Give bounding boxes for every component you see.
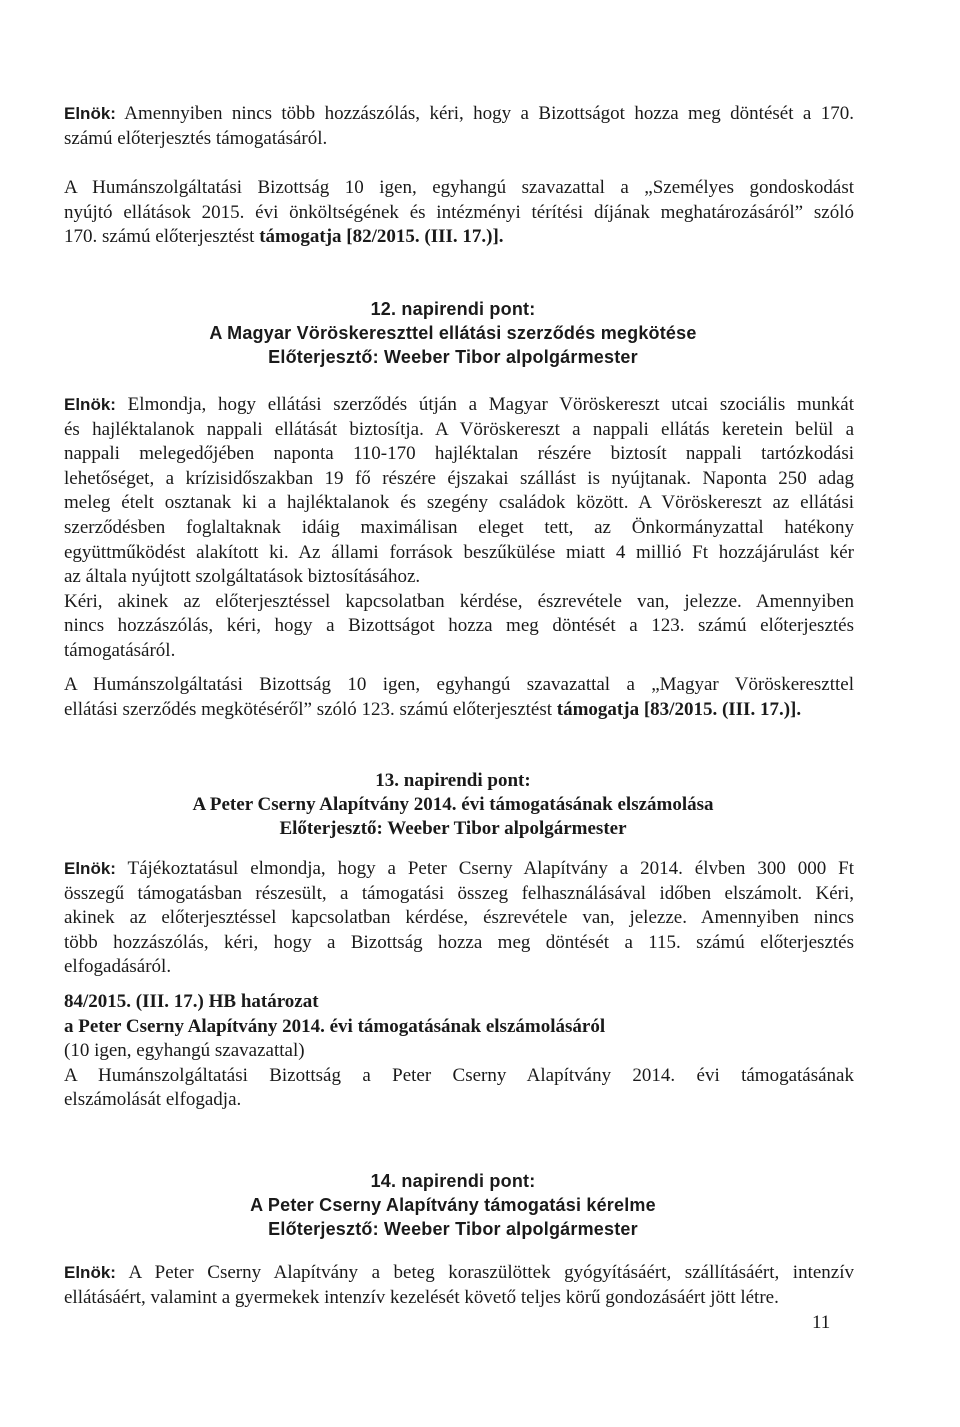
resolution-vote: (10 igen, egyhangú szavazattal) xyxy=(64,1040,305,1062)
speaker-label: Elnök: xyxy=(64,395,116,414)
page-number: 11 xyxy=(812,1312,831,1333)
agenda-number: 13. napirendi pont: xyxy=(375,770,531,791)
resolution-number: 84/2015. (III. 17.) HB határozat xyxy=(64,991,319,1012)
agenda-presenter: Előterjesztő: Weeber Tibor alpolgármester xyxy=(268,347,638,367)
agenda-title: A Peter Cserny Alapítvány támogatási kérelme xyxy=(250,1195,656,1215)
agenda-number: 12. napirendi pont: xyxy=(370,299,536,319)
speaker-label: Elnök: xyxy=(64,1263,116,1282)
agenda-item-13-heading xyxy=(0,769,906,841)
speaker-label: Elnök: xyxy=(64,104,116,123)
paragraph-decision-82: A Humánszolgáltatási Bizottság 10 igen, egyhangú szavazattal a „Személyes gondoskodást nyújtó ellátások 2015. évi önköltségének és intézményi térítési díjának meghatározásáról” szóló 170. számú előterjesztést támogatja [82/2015. (III. 17.)]. xyxy=(64,177,854,248)
agenda-title: A Magyar Vöröskereszttel ellátási szerződés megkötése xyxy=(209,323,697,343)
resolution-84: 84/2015. (III. 17.) HB határozat a Peter Cserny Alapítvány 2014. évi támogatásának elszámolásáról (10 igen, egyhangú szavazattal) A Humánszolgáltatási Bizottság a Peter Cserny Alapítvány 2014. évi támogatásának elszámolását elfogadja. xyxy=(64,991,854,1111)
speaker-label: Elnök: xyxy=(64,859,116,878)
agenda-title: A Peter Cserny Alapítvány 2014. évi támogatásának elszámolása xyxy=(192,794,714,815)
paragraph-chair-red-cross: Elnök: Elmondja, hogy ellátási szerződés útján a Magyar Vöröskereszt utcai szociális munkát és hajléktalanok nappali ellátását biztosítja. A Vöröskereszt a nappali ellátás keretein belül a nappali melegedőjében naponta 110-170 hajléktalan részére biztosít nappali tartózkodási lehetőséget, a krízisidőszakban 19 fő részére éjszakai szállást is nyújtanak. Naponta 250 adag meleg ételt osztanak ki a hajléktalanok és szegény családok között. A Vöröskereszt az ellátási szerződésben foglaltaknak idáig maximálisan eleget tett, az Önkormányzattal hatékony együttműködést alakított ki. Az állami források beszűkülése miatt 4 millió Ft hozzájárulást kér az általa nyújtott szolgáltatások biztosításához. Kéri, akinek az előterjesztéssel kapcsolatban kérdése, észrevétele van, jelezze. Amennyiben nincs hozzászólás, kéri, hogy a Bizottságot hozza meg döntését a 123. számú előterjesztés támogatásáról. xyxy=(64,394,854,661)
agenda-item-12-heading xyxy=(0,297,906,369)
paragraph-chair-foundation-request: Elnök: A Peter Cserny Alapítvány a beteg koraszülöttek gyógyításáért, szállításáért, intenzív ellátásáért, valamint a gyermekek intenzív kezelését követő teljes körű gondozásáért jött létre. xyxy=(64,1262,854,1308)
paragraph-chair-intro: Elnök: Amennyiben nincs több hozzászólás, kéri, hogy a Bizottságot hozza meg döntését a 170. számú előterjesztés támogatásáról. xyxy=(64,103,854,149)
agenda-presenter: Előterjesztő: Weeber Tibor alpolgármester xyxy=(279,818,627,839)
paragraph-chair-foundation-report: Elnök: Tájékoztatásul elmondja, hogy a Peter Cserny Alapítvány a 2014. élvben 300 000 Ft összegű támogatásban részesült, a támogatási összeg felhasználásával időben elszámolt. Kéri, akinek az előterjesztéssel kapcsolatban kérdése, észrevétele van, jelezze. Amennyiben nincs több hozzászólás, kéri, hogy a Bizottság hozza meg döntését a 115. számú előterjesztés elfogadásáról. xyxy=(64,858,854,978)
agenda-number: 14. napirendi pont: xyxy=(370,1171,536,1191)
resolution-title: a Peter Cserny Alapítvány 2014. évi támogatásának elszámolásáról xyxy=(64,1015,606,1037)
agenda-presenter: Előterjesztő: Weeber Tibor alpolgármester xyxy=(268,1219,638,1239)
paragraph-decision-83: A Humánszolgáltatási Bizottság 10 igen, egyhangú szavazattal a „Magyar Vöröskereszttel ellátási szerződés megkötéséről” szóló 123. számú előterjesztést támogatja [83/2015. (III. 17.)]. xyxy=(64,674,854,720)
agenda-item-14-heading xyxy=(0,1169,906,1241)
decision-ref: támogatja [82/2015. (III. 17.)]. xyxy=(259,226,504,248)
decision-ref: támogatja [83/2015. (III. 17.)]. xyxy=(556,698,802,720)
